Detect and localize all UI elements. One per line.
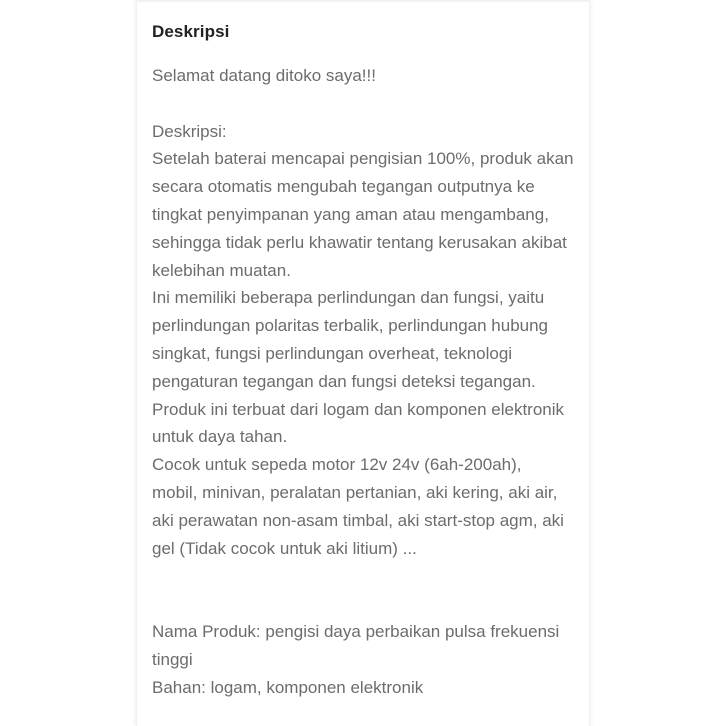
description-line: sehingga tidak perlu khawatir tentang kerusakan akibat	[152, 232, 567, 252]
description-line: aki perawatan non-asam timbal, aki start-stop agm, aki	[152, 510, 564, 530]
description-line: Produk ini terbuat dari logam dan komponen elektronik	[152, 399, 565, 419]
description-line: Bahan: logam, komponen elektronik	[152, 677, 424, 697]
description-line	[152, 90, 582, 118]
description-line: kelebihan muatan.	[152, 260, 291, 280]
section-title: Deskripsi	[152, 22, 230, 41]
description-line: Nama Produk: pengisi daya perbaikan pulsa frekuensi	[152, 621, 560, 641]
description-line: tingkat penyimpanan yang aman atau mengambang,	[152, 204, 549, 224]
panel-top-divider	[137, 0, 589, 3]
description-line: Deskripsi:	[152, 121, 227, 141]
description-line: Ini memiliki beberapa perlindungan dan fungsi, yaitu	[152, 288, 545, 308]
description-line: untuk daya tahan.	[152, 427, 288, 447]
description-line: Selamat datang ditoko saya!!!	[152, 66, 376, 85]
description-line: Setelah baterai mencapai pengisian 100%, produk akan	[152, 149, 574, 169]
description-line: secara otomatis mengubah tegangan outputnya ke	[152, 177, 535, 197]
description-line	[152, 590, 582, 618]
description-line: tinggi	[152, 649, 193, 669]
description-line: perlindungan polaritas terbalik, perlindungan hubung	[152, 316, 549, 336]
description-line	[152, 562, 582, 590]
description-line: singkat, fungsi perlindungan overheat, teknologi	[152, 343, 513, 363]
description-line: gel (Tidak cocok untuk aki litium) ...	[152, 538, 417, 558]
description-text	[152, 62, 582, 701]
description-line: mobil, minivan, peralatan pertanian, aki kering, aki air,	[152, 482, 558, 502]
description-line: pengaturan tegangan dan fungsi deteksi tegangan.	[152, 371, 536, 391]
description-panel	[136, 0, 590, 726]
description-line: Cocok untuk sepeda motor 12v 24v (6ah-200ah),	[152, 455, 522, 475]
